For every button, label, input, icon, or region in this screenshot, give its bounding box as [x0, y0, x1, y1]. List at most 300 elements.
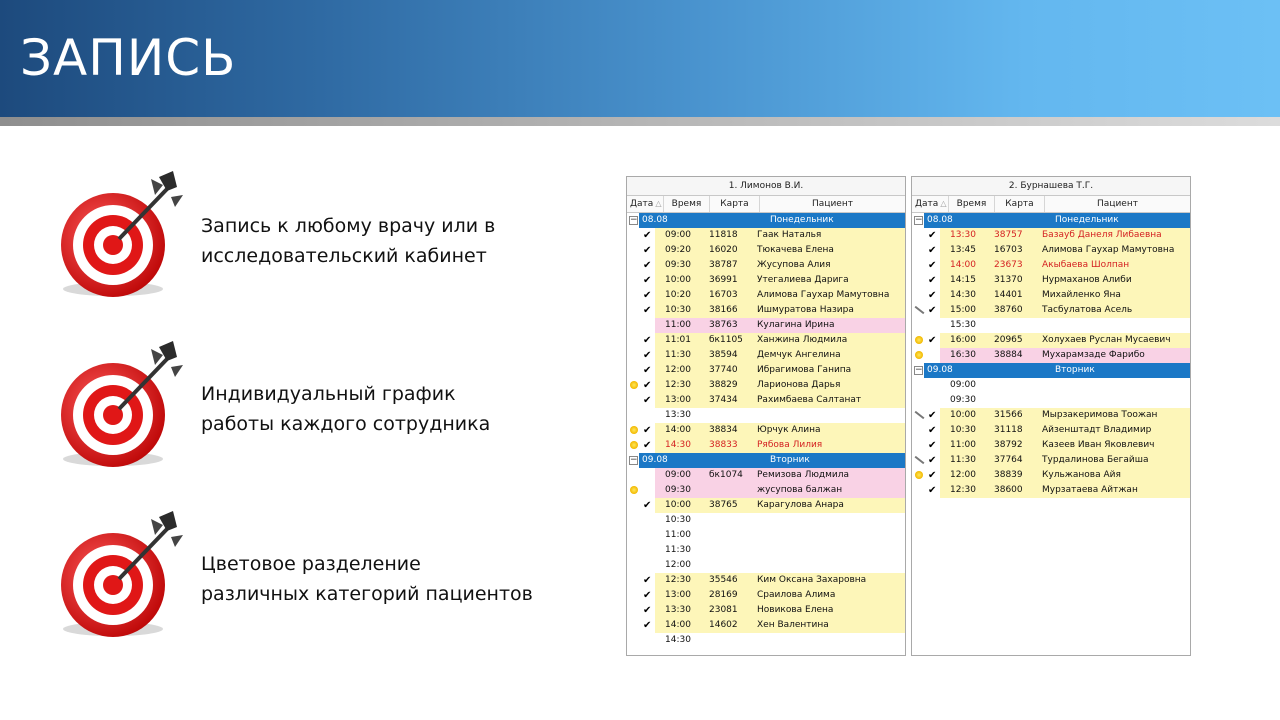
row-marker	[627, 618, 641, 633]
row-marker	[627, 603, 641, 618]
row-status	[926, 228, 940, 243]
appointment-row[interactable]	[627, 588, 905, 603]
row-marker	[912, 258, 926, 273]
row-status	[926, 303, 940, 318]
patient-name: Тюкачева Елена	[757, 245, 834, 255]
patient-name: Ханжина Людмила	[757, 335, 848, 345]
card-number: 36991	[709, 275, 738, 285]
check-icon: ✔	[928, 410, 937, 421]
appointment-time: 10:20	[665, 290, 691, 300]
check-icon: ✔	[643, 275, 652, 286]
group-weekday: Понедельник	[1055, 215, 1119, 225]
row-marker	[627, 333, 641, 348]
appointment-row[interactable]	[912, 258, 1190, 273]
appointment-time: 12:00	[665, 560, 691, 570]
feature-item	[55, 507, 615, 647]
appointment-row[interactable]	[912, 483, 1190, 498]
appointment-time: 10:00	[665, 275, 691, 285]
patient-name: Михайленко Яна	[1042, 290, 1121, 300]
card-number: 14401	[994, 290, 1023, 300]
patient-name: Кульжанова Айя	[1042, 470, 1121, 480]
row-status	[641, 363, 655, 378]
group-weekday: Вторник	[770, 455, 810, 465]
appointment-row[interactable]	[627, 228, 905, 243]
appointment-row[interactable]	[912, 453, 1190, 468]
check-icon: ✔	[643, 245, 652, 256]
appointment-time: 09:00	[950, 380, 976, 390]
row-status	[641, 258, 655, 273]
patient-name: Утегалиева Дарига	[757, 275, 849, 285]
card-number: 23673	[994, 260, 1023, 270]
date-column-header[interactable]: Дата △	[627, 196, 664, 212]
patient-name	[751, 633, 905, 648]
card-number: 37740	[709, 365, 738, 375]
appointment-row[interactable]	[627, 438, 905, 453]
card-number	[701, 558, 751, 573]
patient-name: Нурмаханов Алиби	[1042, 275, 1132, 285]
appointment-time: 13:45	[950, 245, 976, 255]
appointment-time: 14:00	[665, 425, 691, 435]
patient-name: Ким Оксана Захаровна	[757, 575, 867, 585]
appointment-row[interactable]	[912, 393, 1190, 408]
collapse-toggle[interactable]	[627, 213, 639, 228]
appointment-row[interactable]	[912, 348, 1190, 363]
row-marker	[627, 408, 641, 423]
star-icon	[915, 351, 923, 359]
row-marker	[627, 573, 641, 588]
time-column-header[interactable]: Время	[949, 196, 995, 212]
schedule-rows	[912, 213, 1190, 498]
check-icon: ✔	[928, 425, 937, 436]
row-marker	[912, 303, 926, 318]
patient-name: Мурзатаева Айтжан	[1042, 485, 1138, 495]
feature-line: Индивидуальный график	[201, 383, 456, 405]
check-icon: ✔	[928, 230, 937, 241]
row-marker	[627, 243, 641, 258]
patient-name	[751, 528, 905, 543]
patient-column-header[interactable]: Пациент	[812, 199, 853, 209]
patient-name: Холухаев Руслан Мусаевич	[1042, 335, 1171, 345]
check-icon: ✔	[643, 590, 652, 601]
row-status	[641, 603, 655, 618]
card-number: 38760	[994, 305, 1023, 315]
appointment-row[interactable]	[627, 573, 905, 588]
appointment-time: 14:30	[665, 635, 691, 645]
patient-name	[1036, 393, 1190, 408]
star-icon	[630, 486, 638, 494]
row-status	[641, 393, 655, 408]
patient-name: Ишмуратова Назира	[757, 305, 854, 315]
row-marker	[627, 228, 641, 243]
target-dart-icon	[55, 167, 190, 302]
row-status	[641, 498, 655, 513]
patient-name: Мырзакеримова Тоожан	[1042, 410, 1158, 420]
patient-name	[751, 513, 905, 528]
row-status	[641, 543, 655, 558]
doctor-name: 1. Лимонов В.И.	[627, 177, 905, 196]
check-icon: ✔	[643, 290, 652, 301]
pen-icon	[915, 456, 925, 464]
row-marker	[627, 318, 641, 333]
check-icon: ✔	[643, 575, 652, 586]
card-number: 38765	[709, 500, 738, 510]
appointment-row[interactable]	[627, 393, 905, 408]
appointment-time: 12:30	[950, 485, 976, 495]
check-icon: ✔	[643, 500, 652, 511]
appointment-row[interactable]	[627, 333, 905, 348]
appointment-time: 12:00	[665, 365, 691, 375]
row-status	[641, 348, 655, 363]
card-number: бк1105	[709, 335, 743, 345]
row-status	[641, 378, 655, 393]
patient-name: Хен Валентина	[757, 620, 829, 630]
check-icon: ✔	[643, 620, 652, 631]
feature-line: исследовательский кабинет	[201, 245, 487, 267]
patient-name: Рахимбаева Салтанат	[757, 395, 862, 405]
card-number: 38763	[709, 320, 738, 330]
patient-name: Турдалинова Бегайша	[1042, 455, 1149, 465]
row-status	[926, 468, 940, 483]
sort-ascending-icon: △	[940, 199, 947, 208]
pen-icon	[915, 411, 925, 419]
row-marker	[627, 273, 641, 288]
appointment-row[interactable]	[627, 363, 905, 378]
card-number: 31118	[994, 425, 1023, 435]
appointment-time: 14:00	[950, 260, 976, 270]
row-marker	[912, 288, 926, 303]
row-status	[926, 408, 940, 423]
card-number	[701, 483, 751, 498]
appointment-row[interactable]	[912, 243, 1190, 258]
check-icon: ✔	[928, 275, 937, 286]
appointment-time: 10:00	[665, 500, 691, 510]
card-number: 23081	[709, 605, 738, 615]
row-status	[926, 393, 940, 408]
patient-name: Тасбулатова Асель	[1042, 305, 1133, 315]
appointment-row[interactable]	[912, 423, 1190, 438]
row-status	[641, 633, 655, 648]
card-number: 16020	[709, 245, 738, 255]
appointment-row[interactable]	[627, 633, 905, 648]
appointment-row[interactable]	[912, 273, 1190, 288]
appointment-row[interactable]	[627, 618, 905, 633]
patient-name	[1036, 318, 1190, 333]
card-number: 28169	[709, 590, 738, 600]
appointment-time: 13:00	[665, 590, 691, 600]
patient-name: Ремизова Людмила	[757, 470, 850, 480]
row-status	[641, 618, 655, 633]
feature-line: Цветовое разделение	[201, 553, 421, 575]
row-status	[641, 228, 655, 243]
appointment-time: 11:30	[950, 455, 976, 465]
row-status	[926, 288, 940, 303]
row-marker	[912, 453, 926, 468]
check-icon: ✔	[928, 260, 937, 271]
row-status	[926, 333, 940, 348]
check-icon: ✔	[643, 260, 652, 271]
appointment-row[interactable]	[912, 378, 1190, 393]
row-marker	[627, 633, 641, 648]
check-icon: ✔	[928, 290, 937, 301]
patient-name: Казеев Иван Яковлевич	[1042, 440, 1155, 450]
row-status	[926, 273, 940, 288]
row-status	[926, 243, 940, 258]
card-number: 38600	[994, 485, 1023, 495]
row-status	[641, 243, 655, 258]
check-icon: ✔	[643, 395, 652, 406]
card-number	[986, 393, 1036, 408]
appointment-time: 14:15	[950, 275, 976, 285]
date-group-row[interactable]	[912, 213, 1190, 228]
appointment-time: 11:00	[950, 440, 976, 450]
patient-name	[1036, 378, 1190, 393]
patient-name: Рябова Лилия	[757, 440, 823, 450]
row-status	[926, 423, 940, 438]
appointment-row[interactable]	[627, 468, 905, 483]
patient-name: Жусупова Алия	[757, 260, 831, 270]
appointment-row[interactable]	[627, 303, 905, 318]
row-marker	[627, 558, 641, 573]
patient-name	[751, 408, 905, 423]
row-marker	[912, 348, 926, 363]
slide-title: ЗАПИСЬ	[20, 29, 237, 87]
appointment-row[interactable]	[627, 273, 905, 288]
row-status	[926, 378, 940, 393]
appointment-row[interactable]	[627, 288, 905, 303]
row-marker	[912, 228, 926, 243]
row-marker	[627, 588, 641, 603]
appointment-row[interactable]	[627, 258, 905, 273]
collapse-toggle[interactable]	[912, 213, 924, 228]
check-icon: ✔	[643, 425, 652, 436]
appointment-time: 13:30	[950, 230, 976, 240]
row-marker	[627, 288, 641, 303]
appointment-row[interactable]	[912, 468, 1190, 483]
collapse-toggle[interactable]	[627, 453, 639, 468]
row-status	[641, 588, 655, 603]
row-marker	[627, 258, 641, 273]
patient-name: Айзенштадт Владимир	[1042, 425, 1152, 435]
minus-icon: −	[915, 365, 923, 375]
feature-item	[55, 337, 615, 477]
star-icon	[630, 441, 638, 449]
appointment-row[interactable]	[912, 288, 1190, 303]
appointment-row[interactable]	[912, 318, 1190, 333]
check-icon: ✔	[643, 230, 652, 241]
target-dart-icon	[55, 507, 190, 642]
appointment-row[interactable]	[627, 558, 905, 573]
appointment-time: 12:30	[665, 575, 691, 585]
schedule-panel	[911, 176, 1191, 656]
row-status	[641, 468, 655, 483]
appointment-row[interactable]	[912, 333, 1190, 348]
sort-ascending-icon: △	[655, 199, 662, 208]
check-icon: ✔	[928, 440, 937, 451]
row-status	[926, 258, 940, 273]
appointment-row[interactable]	[627, 348, 905, 363]
card-number: бк1074	[709, 470, 743, 480]
group-bar	[639, 213, 905, 228]
date-column-header[interactable]: Дата △	[912, 196, 949, 212]
appointment-time: 10:00	[950, 410, 976, 420]
appointment-row[interactable]	[627, 543, 905, 558]
row-marker	[912, 423, 926, 438]
appointment-time: 15:30	[950, 320, 976, 330]
appointment-time: 14:30	[950, 290, 976, 300]
column-header	[627, 196, 905, 213]
row-status	[641, 333, 655, 348]
date-group-row[interactable]	[627, 213, 905, 228]
check-icon: ✔	[643, 305, 652, 316]
check-icon: ✔	[643, 365, 652, 376]
appointment-time: 09:00	[665, 230, 691, 240]
row-marker	[912, 408, 926, 423]
row-marker	[627, 378, 641, 393]
appointment-row[interactable]	[627, 498, 905, 513]
row-marker	[627, 423, 641, 438]
row-status	[641, 318, 655, 333]
row-marker	[912, 273, 926, 288]
card-number: 38792	[994, 440, 1023, 450]
target-dart-icon	[55, 337, 190, 472]
appointment-row[interactable]	[912, 228, 1190, 243]
patient-name: Ларионова Дарья	[757, 380, 841, 390]
group-bar	[639, 453, 905, 468]
row-status	[926, 453, 940, 468]
check-icon: ✔	[928, 485, 937, 496]
feature-line: различных категорий пациентов	[201, 583, 533, 605]
appointment-row[interactable]	[627, 318, 905, 333]
row-status	[641, 483, 655, 498]
card-number: 38594	[709, 350, 738, 360]
date-group-row[interactable]	[627, 453, 905, 468]
appointment-row[interactable]	[627, 513, 905, 528]
appointment-row[interactable]	[627, 378, 905, 393]
row-marker	[627, 498, 641, 513]
appointment-time: 14:00	[665, 620, 691, 630]
appointment-time: 13:30	[665, 605, 691, 615]
appointment-time: 10:30	[665, 515, 691, 525]
row-marker	[912, 393, 926, 408]
card-column-header[interactable]: Карта	[995, 196, 1045, 212]
row-status	[926, 348, 940, 363]
check-icon: ✔	[928, 470, 937, 481]
patient-name: Кулагина Ирина	[757, 320, 835, 330]
card-number: 38166	[709, 305, 738, 315]
collapse-toggle[interactable]	[912, 363, 924, 378]
appointment-time: 11:00	[665, 320, 691, 330]
star-icon	[915, 471, 923, 479]
doctor-name: 2. Бурнашева Т.Г.	[912, 177, 1190, 196]
appointment-row[interactable]	[912, 408, 1190, 423]
appointment-time: 09:20	[665, 245, 691, 255]
appointment-row[interactable]	[627, 243, 905, 258]
patient-column-header[interactable]: Пациент	[1097, 199, 1138, 209]
row-status	[926, 483, 940, 498]
appointment-time: 11:01	[665, 335, 691, 345]
date-group-row[interactable]	[912, 363, 1190, 378]
appointment-time: 12:30	[665, 380, 691, 390]
group-weekday: Вторник	[1055, 365, 1095, 375]
card-number: 16703	[709, 290, 738, 300]
patient-name: жусупова балжан	[757, 485, 843, 495]
appointment-row[interactable]	[627, 528, 905, 543]
row-status	[641, 408, 655, 423]
star-icon	[630, 426, 638, 434]
patient-name: Карагулова Анара	[757, 500, 844, 510]
row-status	[641, 528, 655, 543]
schedule-panel	[626, 176, 906, 656]
time-column-header[interactable]: Время	[664, 196, 710, 212]
patient-name: Алимова Гаухар Мамутовна	[1042, 245, 1175, 255]
card-number: 14602	[709, 620, 738, 630]
appointment-time: 11:30	[665, 545, 691, 555]
row-marker	[627, 348, 641, 363]
row-status	[641, 558, 655, 573]
card-number	[701, 633, 751, 648]
row-status	[641, 573, 655, 588]
row-status	[926, 318, 940, 333]
row-marker	[912, 483, 926, 498]
patient-name: Алимова Гаухар Мамутовна	[757, 290, 890, 300]
card-number	[701, 543, 751, 558]
patient-name: Мухарамзаде Фарибо	[1042, 350, 1145, 360]
header-divider	[0, 117, 1280, 126]
group-bar	[924, 213, 1190, 228]
row-marker	[627, 363, 641, 378]
check-icon: ✔	[928, 245, 937, 256]
appointment-row[interactable]	[627, 483, 905, 498]
patient-name	[751, 543, 905, 558]
card-number: 38884	[994, 350, 1023, 360]
star-icon	[630, 381, 638, 389]
appointment-row[interactable]	[912, 438, 1190, 453]
appointment-row[interactable]	[627, 603, 905, 618]
appointment-time: 10:30	[950, 425, 976, 435]
row-marker	[627, 438, 641, 453]
row-status	[641, 513, 655, 528]
appointment-row[interactable]	[627, 408, 905, 423]
row-status	[641, 438, 655, 453]
row-marker	[912, 318, 926, 333]
row-status	[641, 288, 655, 303]
card-number: 38829	[709, 380, 738, 390]
appointment-time: 10:30	[665, 305, 691, 315]
appointment-time: 11:30	[665, 350, 691, 360]
row-marker	[627, 483, 641, 498]
row-marker	[627, 468, 641, 483]
appointment-time: 16:00	[950, 335, 976, 345]
card-number: 37434	[709, 395, 738, 405]
patient-name: Юрчук Алина	[757, 425, 821, 435]
check-icon: ✔	[928, 335, 937, 346]
appointment-time: 09:30	[665, 485, 691, 495]
appointment-time: 09:30	[950, 395, 976, 405]
patient-name: Базауб Данеля Либаевна	[1042, 230, 1162, 240]
check-icon: ✔	[928, 455, 937, 466]
card-column-header[interactable]: Карта	[710, 196, 760, 212]
feature-item	[55, 167, 615, 307]
check-icon: ✔	[643, 335, 652, 346]
patient-name: Новикова Елена	[757, 605, 834, 615]
row-status	[641, 423, 655, 438]
appointment-row[interactable]	[912, 303, 1190, 318]
appointment-row[interactable]	[627, 423, 905, 438]
row-status	[926, 438, 940, 453]
row-status	[641, 303, 655, 318]
appointment-time: 13:00	[665, 395, 691, 405]
card-number: 38833	[709, 440, 738, 450]
